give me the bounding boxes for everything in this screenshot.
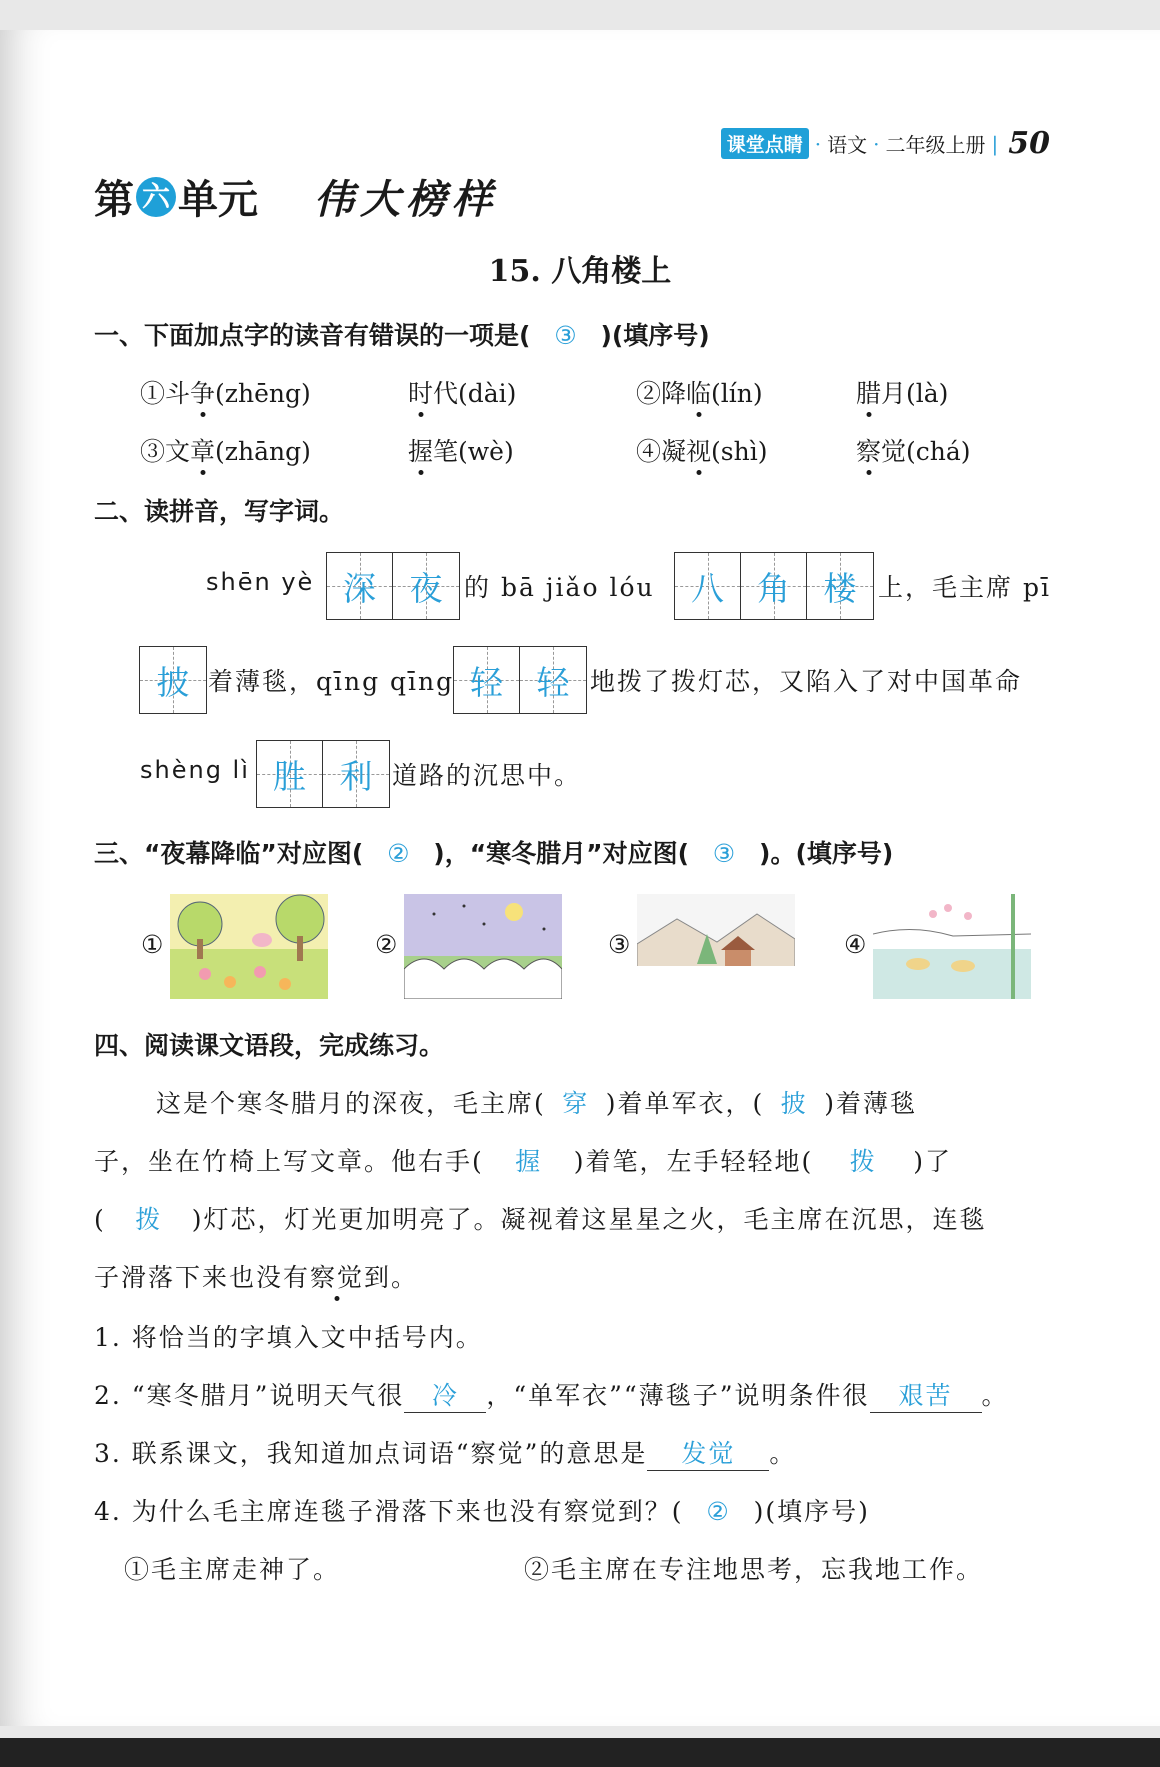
passage-line: ( 拨 )灯芯，灯光更加明亮了。凝视着这星星之火，毛主席在沉思，连毯 [94,1200,987,1236]
text-segment: 上，毛主席 pī [878,573,1051,602]
night-scene-picture [404,894,562,999]
pic-label: ② [375,930,398,959]
s1-item: ①斗争(zhēng) [140,379,311,408]
question-2: 2. “寒冬腊月”说明天气很 冷 ，“单军衣”“薄毯子”说明条件很 艰苦 。 [94,1376,1009,1413]
text-segment: 着薄毯，qīng qīng [208,667,455,696]
question4-answer: ② [706,1497,731,1526]
answer-grid-shengli: 胜 利 [256,740,390,808]
text-segment: 地拨了拨灯芯，又陷入了对中国革命 [590,667,1023,696]
answer-grid-qingqing: 轻 轻 [453,646,587,714]
passage-answer: 握 [515,1147,543,1176]
header-dot: · [873,131,880,156]
s1-item: 时代(dài) [408,379,517,408]
header-dot: · [814,131,822,156]
header-separator: | [991,131,999,156]
winter-snow-picture [637,894,795,999]
unit-prefix: 第 [94,177,134,223]
lake-ducks-picture [873,894,1031,999]
answer-blank: 发觉 [647,1434,769,1471]
header-grade: 二年级上册 [885,133,986,157]
answer-grid-pi: 披 [139,646,207,714]
text-segment: 道路的沉思中。 [392,761,582,790]
passage-line: 子滑落下来也没有察觉到。 [94,1263,419,1292]
pic-label: ④ [844,930,867,959]
passage-answer: 披 [780,1089,808,1118]
unit-title [94,168,498,225]
passage-answer: 拨 [135,1205,163,1234]
option-1: ①毛主席走神了。 [124,1555,341,1584]
pic-label: ③ [608,930,631,959]
section4-title: 四、阅读课文语段，完成练习。 [94,1031,445,1060]
s1-item: 握笔(wè) [408,437,514,466]
question-3: 3. 联系课文，我知道加点词语“察觉”的意思是 发觉 。 [94,1434,796,1471]
answer-blank: 艰苦 [870,1376,982,1413]
unit-suffix: 单元 [178,177,258,223]
bottom-bar [0,1738,1160,1767]
s1-item: 腊月(là) [856,379,949,408]
passage-answer: 拨 [849,1147,877,1176]
lesson-title: 15. 八角楼上 [488,254,672,289]
s1-item: 察觉(chá) [856,437,971,466]
header-subject: 语文 [827,133,868,157]
answer-grid-bajiaolou: 八 角 楼 [674,552,874,620]
section3-answer1: ② [387,839,410,868]
section3-answer2: ③ [712,839,736,868]
spring-garden-picture [170,894,328,999]
option-2: ②毛主席在专注地思考，忘我地工作。 [524,1555,984,1584]
s1-item: ③文章(zhāng) [140,437,311,466]
text-segment: 的 bā jiǎo lóu [464,573,655,602]
question-1: 1. 将恰当的字填入文中括号内。 [94,1323,483,1352]
section3-title: 三、“夜幕降临”对应图( ② )，“寒冬腊月”对应图( ③ )。(填序号) [94,839,894,868]
pinyin-shengli: shèng lì [140,756,250,784]
page-number: 50 [1008,126,1050,161]
section2-title: 二、读拼音，写字词。 [94,497,345,526]
section1-title: 一、下面加点字的读音有错误的一项是( ③ )(填序号) [94,321,710,350]
section1-answer: ③ [554,321,577,350]
passage-answer: 穿 [562,1089,590,1118]
answer-grid-shenye: 深 夜 [326,552,460,620]
passage-line: 这是个寒冬腊月的深夜，毛主席( 穿 )着单军衣，( 披 )着薄毯 [156,1084,917,1120]
answer-blank: 冷 [404,1376,486,1413]
dotted-word: 察觉 [310,1263,365,1292]
pic-label: ① [141,930,164,959]
passage-line: 子，坐在竹椅上写文章。他右手( 握 )着笔，左手轻轻地( 拨 )了 [94,1142,952,1178]
brand-badge: 课堂点睛 [721,128,809,159]
page-header [721,126,1050,161]
unit-theme: 伟大榜样 [314,176,498,223]
s1-item: ④凝视(shì) [636,437,768,466]
unit-number: 六 [136,177,176,217]
pinyin-shenye: shēn yè [206,568,315,596]
question-4: 4. 为什么毛主席连毯子滑落下来也没有察觉到？( ② )(填序号) [94,1497,870,1526]
s1-item: ②降临(lín) [636,379,763,408]
